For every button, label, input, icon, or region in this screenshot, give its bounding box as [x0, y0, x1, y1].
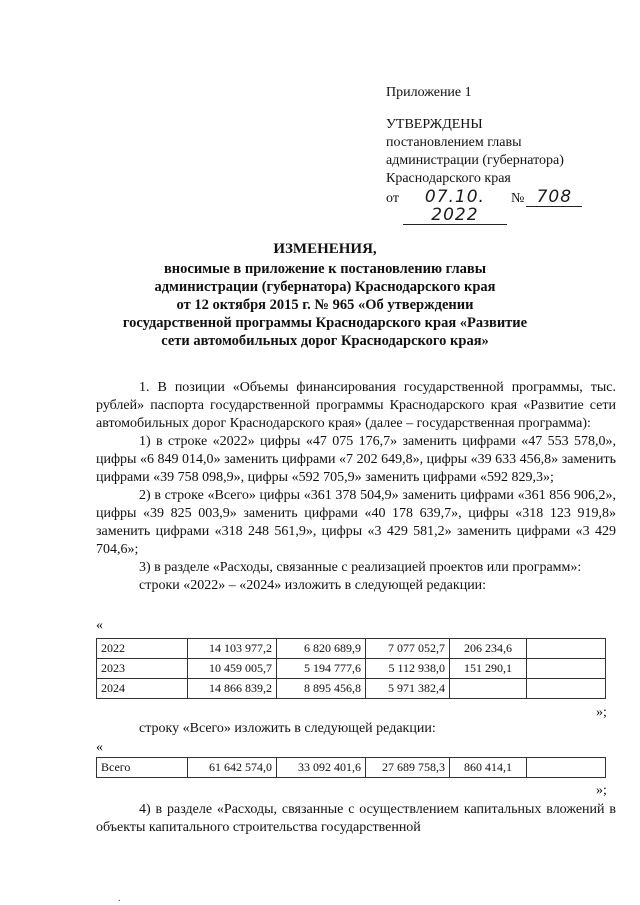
table-cell: 860 414,1	[450, 758, 527, 778]
table-cell	[450, 679, 527, 699]
table-cell	[527, 659, 606, 679]
quote-open-1: «	[96, 618, 103, 633]
table-cell: 151 290,1	[450, 659, 527, 679]
title-line-4: государственной программы Краснодарского края «Развитие	[122, 315, 528, 331]
approval-line-3: Краснодарского края	[386, 171, 511, 186]
table-cell: 33 092 401,6	[277, 758, 366, 778]
approval-line-2: администрации (губернатора)	[386, 153, 564, 168]
paragraph-1: 1. В позиции «Объемы финансирования государственной программы, тыс. рублей» паспорта государственной программы Краснодарского края «Развитие сети автомобильных дорог Краснодарского края» (далее – государственная программа):	[96, 380, 616, 431]
table-cell: 5 971 382,4	[366, 679, 450, 699]
appendix-label: Приложение 1	[386, 85, 472, 100]
table-cell: 5 112 938,0	[366, 659, 450, 679]
table-cell: 6 820 689,9	[277, 639, 366, 659]
quote-open-2: «	[96, 740, 103, 755]
table-cell: 27 689 758,3	[366, 758, 450, 778]
table-cell	[527, 758, 606, 778]
table-cell	[527, 639, 606, 659]
table-row	[97, 639, 606, 659]
table-cell: 61 642 574,0	[188, 758, 277, 778]
date-number-line	[386, 188, 582, 225]
paragraph-6: строку «Всего» изложить в следующей редакции:	[139, 721, 436, 736]
table-cell-year: Всего	[97, 758, 188, 778]
number-sign: №	[510, 191, 525, 206]
title-line-2: администрации (губернатора) Краснодарского края	[154, 279, 496, 295]
closing-quote-1: »;	[596, 705, 607, 720]
document-body	[96, 379, 616, 595]
paragraph-2: 1) в строке «2022» цифры «47 075 176,7» заменить цифрами «47 553 578,0», цифры «6 849 014,0» заменить цифрами «7 202 649,8», цифры «39 633 456,8» заменить цифрами «39 758 098,9», цифры «592 705,9» заменить цифрами «592 829,3»;	[96, 434, 616, 485]
document-title	[90, 240, 560, 350]
title-main: ИЗМЕНЕНИЯ,	[273, 241, 377, 257]
closing-quote-2: »;	[596, 783, 607, 798]
table-cell	[527, 679, 606, 699]
table-cell: 14 866 839,2	[188, 679, 277, 699]
table-row	[97, 659, 606, 679]
table-cell: 14 103 977,2	[188, 639, 277, 659]
title-line-3: от 12 октября 2015 г. № 965 «Об утверждении	[176, 297, 474, 313]
title-line-1: вносимые в приложение к постановлению главы	[163, 261, 487, 277]
approved-heading: УТВЕРЖДЕНЫ	[386, 117, 483, 132]
paragraph-3: 2) в строке «Всего» цифры «361 378 504,9» заменить цифрами «361 856 906,2», цифры «39 825 003,9» заменить цифрами «40 178 639,7», цифры «318 123 919,8» заменить цифрами «318 248 561,9», цифры «3 429 581,2» заменить цифрами «3 429 704,6»;	[96, 488, 616, 557]
title-line-5: сети автомобильных дорог Краснодарского края»	[161, 333, 489, 349]
scan-mark: .	[118, 893, 121, 904]
paragraph-4: 3) в разделе «Расходы, связанные с реализацией проектов или программ»:	[139, 560, 582, 575]
table-cell: 5 194 777,6	[277, 659, 366, 679]
table-cell: 10 459 005,7	[188, 659, 277, 679]
financing-table-total	[96, 757, 606, 778]
from-label: от	[386, 191, 399, 206]
handwritten-date: 07.10. 2022	[403, 188, 507, 225]
table-cell-year: 2024	[97, 679, 188, 699]
table-row	[97, 679, 606, 699]
table-cell-year: 2023	[97, 659, 188, 679]
paragraph-5: строки «2022» – «2024» изложить в следующей редакции:	[139, 578, 487, 593]
paragraph-7: 4) в разделе «Расходы, связанные с осуществлением капитальных вложений в объекты капитального строительства государственной	[96, 802, 616, 835]
table-cell: 8 895 456,8	[277, 679, 366, 699]
table-cell: 206 234,6	[450, 639, 527, 659]
table-cell-year: 2022	[97, 639, 188, 659]
approval-block	[386, 84, 582, 225]
table-cell: 7 077 052,7	[366, 639, 450, 659]
approval-line-1: постановлением главы	[386, 135, 522, 150]
document-body-continued	[96, 801, 616, 837]
table-row	[97, 758, 606, 778]
financing-table-years	[96, 638, 606, 699]
handwritten-number: 708	[526, 188, 582, 207]
